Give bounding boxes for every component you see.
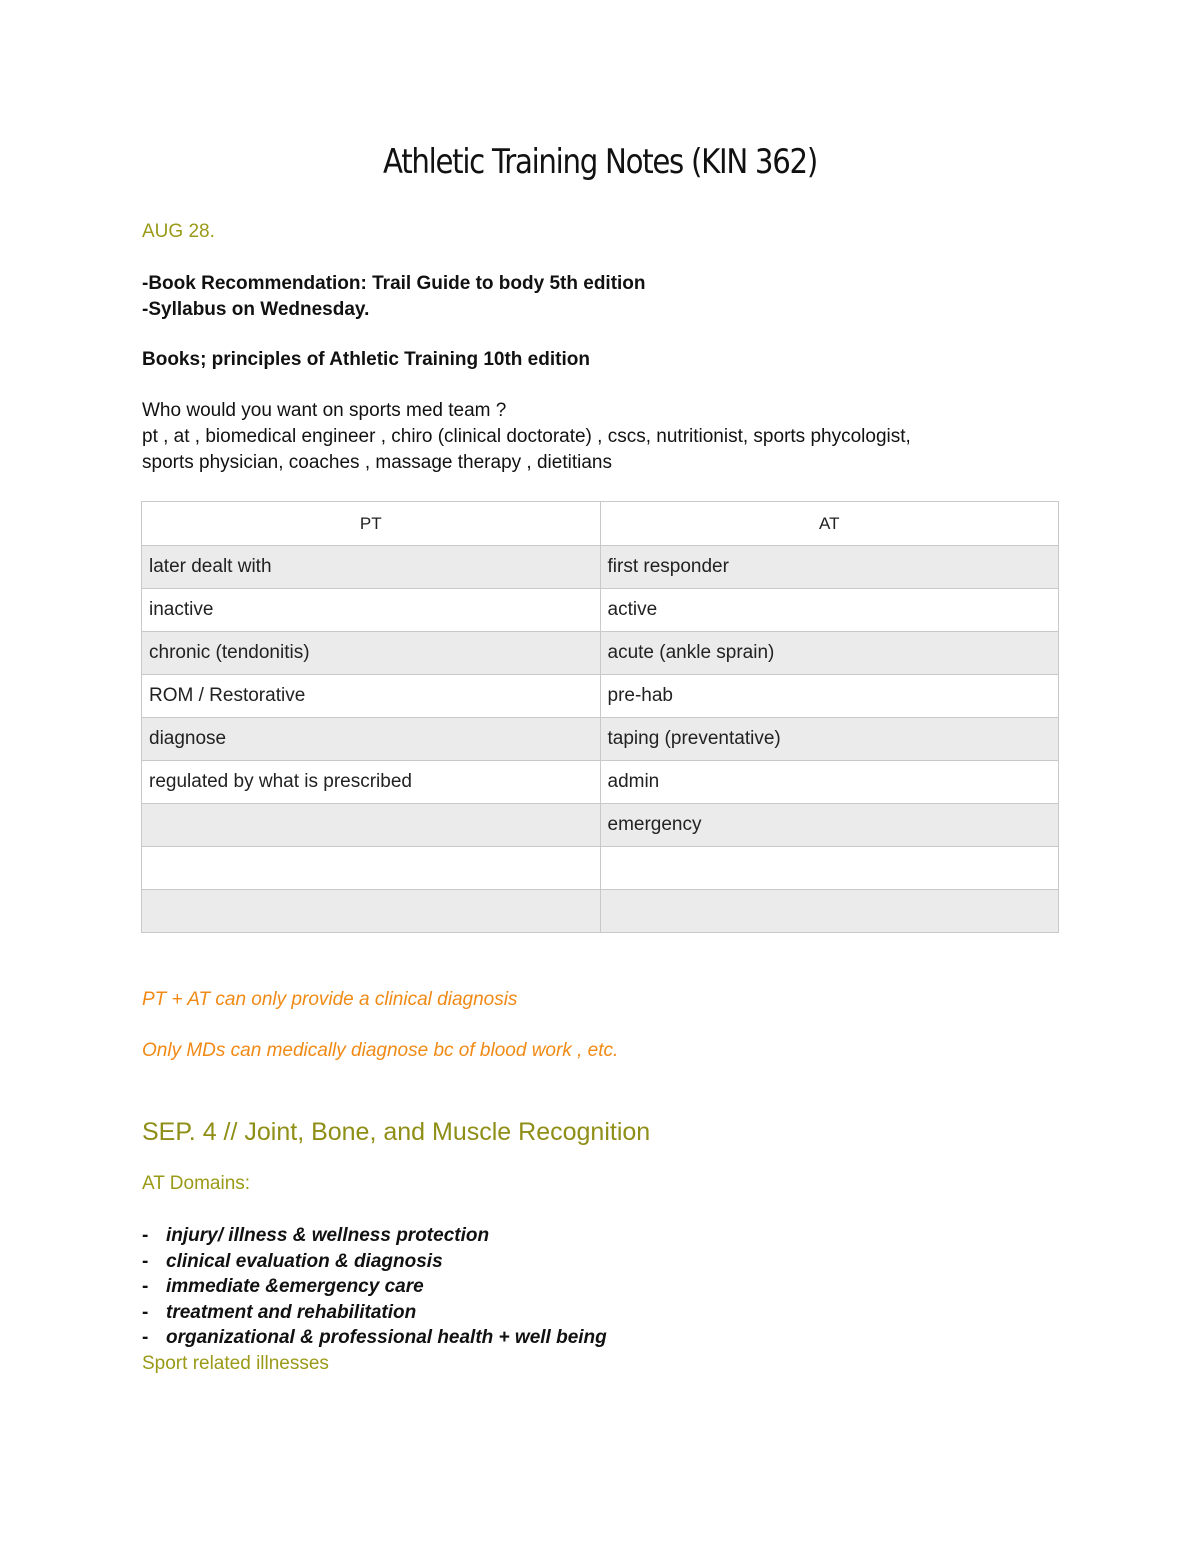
syllabus-note: -Syllabus on Wednesday. [142, 299, 370, 320]
table-row [142, 675, 1059, 718]
list-item [142, 1300, 607, 1326]
table-cell-pt: diagnose [142, 718, 601, 761]
table-cell-at: first responder [600, 546, 1059, 589]
domain-text: treatment and rehabilitation [166, 1301, 417, 1323]
bullet-dash: - [142, 1327, 149, 1348]
table-row [142, 804, 1059, 847]
table-cell-at: acute (ankle sprain) [600, 632, 1059, 675]
sports-med-answer-line-2: sports physician, coaches , massage therapy , dietitians [142, 452, 612, 473]
md-diagnosis-note: Only MDs can medically diagnose bc of blood work , etc. [142, 1040, 619, 1061]
sports-med-answer-line-1: pt , at , biomedical engineer , chiro (clinical doctorate) , cscs, nutritionist, sports phycologist, [142, 426, 911, 447]
bullet-dash: - [142, 1276, 149, 1297]
domain-text: organizational & professional health + well being [166, 1327, 607, 1348]
table-cell-pt: inactive [142, 589, 601, 632]
table-header-pt: PT [142, 502, 601, 546]
list-item [142, 1274, 607, 1300]
table-row [142, 632, 1059, 675]
table-header-row [142, 502, 1059, 546]
domain-text: injury/ illness & wellness protection [166, 1225, 490, 1246]
table-row [142, 546, 1059, 589]
table-cell-pt: chronic (tendonitis) [142, 632, 601, 675]
sports-med-question: Who would you want on sports med team ? [142, 400, 507, 421]
pt-vs-at-table [141, 501, 1059, 933]
table-cell-pt: later dealt with [142, 546, 601, 589]
domain-text: clinical evaluation & diagnosis [166, 1250, 443, 1272]
table-cell-at: admin [600, 761, 1059, 804]
table-cell-pt [142, 804, 601, 847]
at-domains-label: AT Domains: [142, 1173, 251, 1194]
domain-text: immediate &emergency care [166, 1276, 424, 1297]
date-aug-28: AUG 28. [142, 221, 215, 242]
table-cell-pt: ROM / Restorative [142, 675, 601, 718]
bullet-dash: - [142, 1225, 149, 1246]
table-cell-at [600, 847, 1059, 890]
bullet-dash: - [142, 1250, 149, 1272]
table-cell-at: pre-hab [600, 675, 1059, 718]
books-note: Books; principles of Athletic Training 10th edition [142, 349, 590, 370]
bullet-dash: - [142, 1301, 149, 1323]
sep-4-heading: SEP. 4 // Joint, Bone, and Muscle Recognition [142, 1118, 651, 1146]
table-header-at: AT [600, 502, 1059, 546]
list-item [142, 1223, 607, 1249]
table-cell-at: active [600, 589, 1059, 632]
table-row [142, 847, 1059, 890]
table-cell-pt [142, 890, 601, 933]
table-row [142, 761, 1059, 804]
table-row [142, 589, 1059, 632]
sport-related-illnesses: Sport related illnesses [142, 1353, 329, 1374]
table-cell-at: emergency [600, 804, 1059, 847]
table-cell-pt [142, 847, 601, 890]
document-title: Athletic Training Notes (KIN 362) [382, 142, 818, 182]
table-row [142, 890, 1059, 933]
at-domains-list [142, 1223, 607, 1351]
table-cell-at: taping (preventative) [600, 718, 1059, 761]
table-cell-pt: regulated by what is prescribed [142, 761, 601, 804]
table-row [142, 718, 1059, 761]
clinical-diagnosis-note: PT + AT can only provide a clinical diagnosis [142, 989, 518, 1010]
list-item [142, 1249, 607, 1275]
table-cell-at [600, 890, 1059, 933]
book-recommendation: -Book Recommendation: Trail Guide to body 5th edition [142, 273, 646, 294]
list-item [142, 1325, 607, 1351]
